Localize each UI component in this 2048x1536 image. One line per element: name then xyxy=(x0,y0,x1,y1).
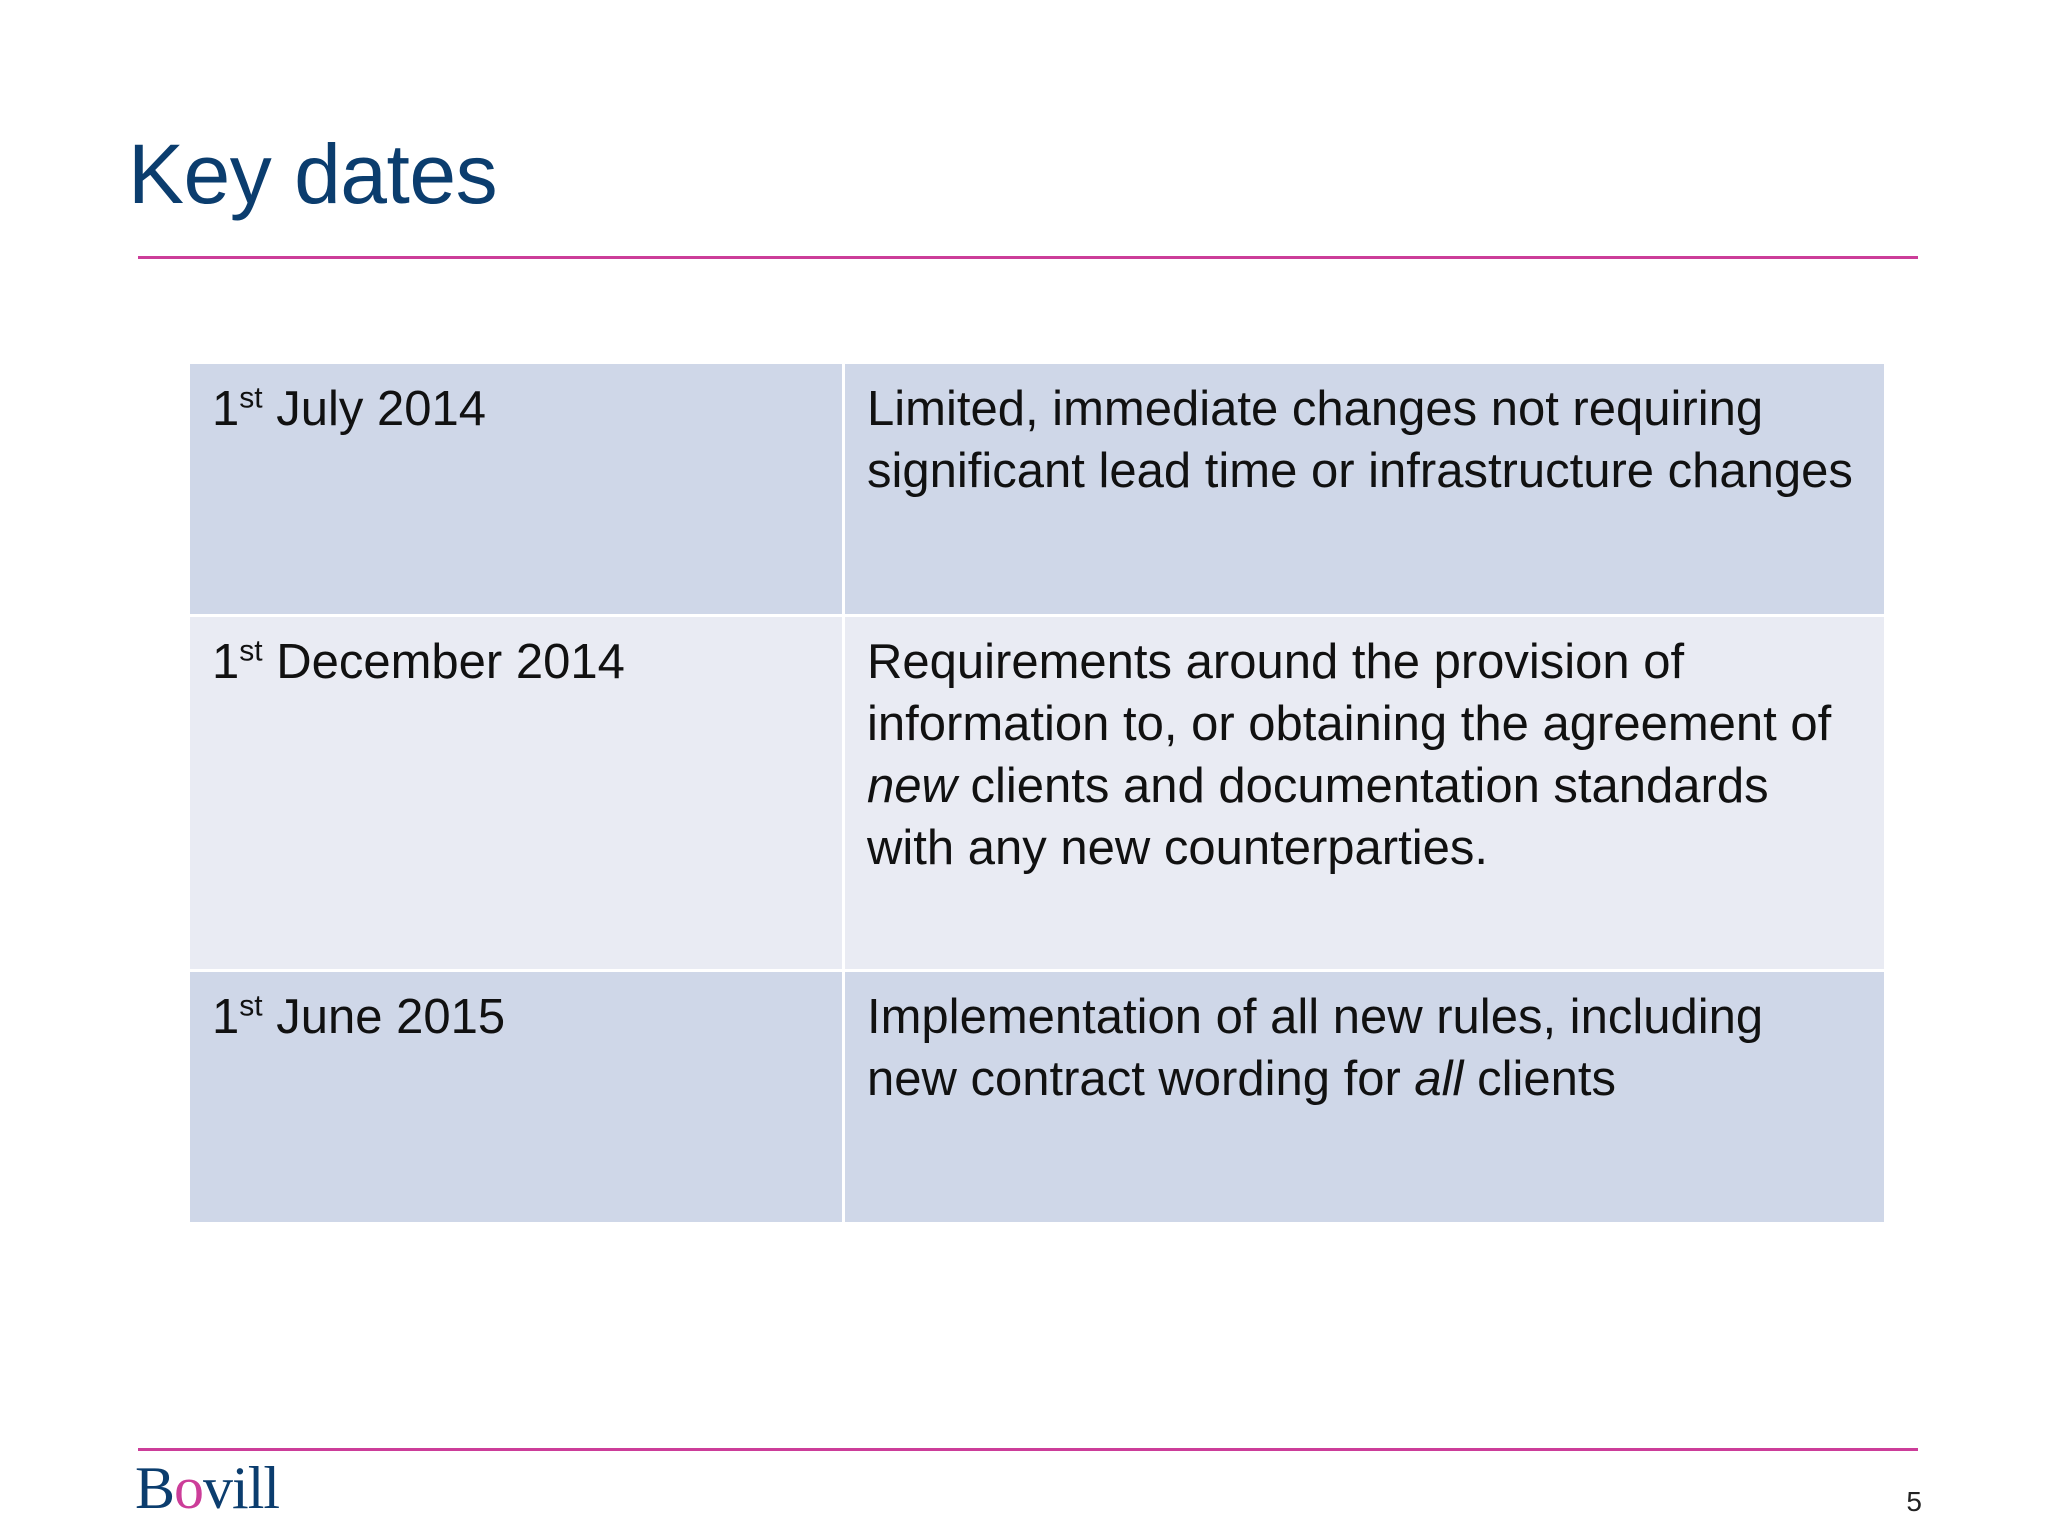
description-cell xyxy=(844,363,1886,616)
date-cell xyxy=(189,971,844,1224)
table-row xyxy=(189,363,1886,616)
page-number: 5 xyxy=(1906,1486,1922,1517)
date-month-year: July 2014 xyxy=(262,382,486,436)
date-ordinal: st xyxy=(239,989,263,1023)
date-cell xyxy=(189,363,844,616)
description-cell xyxy=(844,971,1886,1224)
logo-text-part: B xyxy=(135,1455,175,1521)
description-text: Implementation of all new rules, including new contract wording for xyxy=(867,990,1764,1106)
footer-divider xyxy=(138,1448,1918,1451)
date-cell xyxy=(189,616,844,971)
date-ordinal: st xyxy=(239,381,263,415)
description-text: clients xyxy=(1463,1052,1616,1106)
date-ordinal: st xyxy=(239,634,263,668)
bovill-logo xyxy=(135,1455,280,1521)
date-month-year: June 2015 xyxy=(262,990,506,1044)
description-emphasis: new xyxy=(867,759,957,813)
date-day: 1 xyxy=(212,635,240,689)
description-text: Limited, immediate changes not requiring significant lead time or infrastructure changes xyxy=(867,382,1853,498)
description-text: clients and documentation standards with any new counterparties. xyxy=(867,759,1769,875)
date-month-year: December 2014 xyxy=(262,635,625,689)
logo-text-part: vill xyxy=(203,1455,280,1521)
description-emphasis: all xyxy=(1414,1052,1464,1106)
slide-title: Key dates xyxy=(128,127,498,221)
description-cell xyxy=(844,616,1886,971)
logo-text-accent: o xyxy=(174,1455,204,1521)
date-day: 1 xyxy=(212,990,240,1044)
date-day: 1 xyxy=(212,382,240,436)
description-text: Requirements around the provision of information to, or obtaining the agreement of xyxy=(867,635,1832,751)
table-row xyxy=(189,971,1886,1224)
key-dates-table xyxy=(187,361,1887,1225)
title-divider xyxy=(138,256,1918,259)
table-row xyxy=(189,616,1886,971)
